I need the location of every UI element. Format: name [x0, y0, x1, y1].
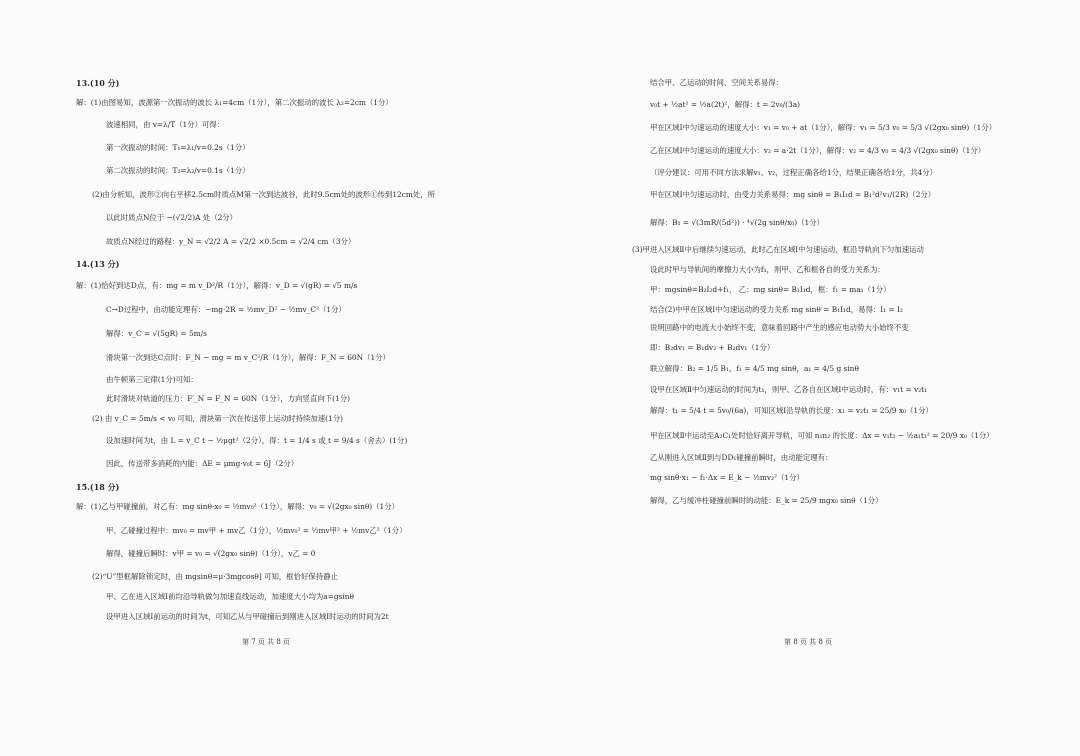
- text-line: 设加速时间为t，由 L = v_C t − ½μgt²（2分），得：t = 1/4 s 或 t = 9/4 s（舍去）(1分): [106, 436, 408, 445]
- text-line: 甲：mgsinθ=B₂I₂d+f₁， 乙：mg sinθ= B₁I₁d，框：f₁ = ma₁（1分）: [650, 285, 891, 294]
- text-line: 由牛顿第三定律(1分)可知：: [106, 375, 198, 384]
- text-line: 设此时甲与导轨间的摩擦力大小为f₁，则甲、乙和框各自的受力关系为：: [650, 265, 885, 274]
- text-line: 解得：t₁ = 5/4 t = 5v₀/(6a)，可知区域Ⅰ沿导轨的长度：x₁ = v₂t₁ = 25/9 x₀（1分）: [650, 406, 933, 415]
- text-line: 联立解得：B₂ = 1/5 B₁，f₁ = 4/5 mg sinθ，a₁ = 4/5 g sinθ: [650, 364, 859, 373]
- text-line: 解：(1)由图易知，波源第一次振动的波长 λ₁=4cm（1分），第二次振动的波长 λ₂=2cm（1分）: [76, 98, 393, 107]
- text-line: 故质点N经过的路程：y_N = √2/2 A = √2/2 ×0.5cm = √2/4 cm（3分）: [106, 237, 356, 246]
- text-line: 滑块第一次到达C点时：F_N − mg = m v_C²/R（1分），解得：F_N = 60N（1分）: [106, 353, 390, 362]
- text-line: mg sinθ·x₁ − f₁·Δx = E_k − ½mv₂²（1分）: [650, 473, 804, 482]
- text-line: 甲在区域Ⅱ中运动至A₂C₁处时恰好离开导轨，可知 n₁n₂ 的长度：Δx = v₁t₁ − ½a₁t₁² = 20/9 x₀（1分）: [650, 431, 994, 440]
- text-line: 此时滑块对轨道的压力：F′_N = F_N = 60N（1分），方向竖直向下(1分): [106, 394, 350, 403]
- text-line: 设甲进入区域Ⅰ前运动的时间为t，可知乙从与甲碰撞后到刚进入区域Ⅰ时运动的时间为2t: [106, 612, 389, 621]
- text-line: (2)“U”型框解除锁定时，由 mgsinθ=μ·3mgcosθ] 可知，框恰好保持静止: [92, 572, 338, 581]
- page-number: 第 7 页 共 8 页: [242, 638, 291, 646]
- text-line: (2)由分析知，波形②向右平移2.5cm时质点M第一次到达波谷，此时9.5cm处的波形①传到12cm处，所: [92, 190, 436, 199]
- text-line: 设甲在区域Ⅱ中匀速运动的时间为t₁，则甲、乙各自在区域Ⅰ中运动时，有：v₁t = v₂t₁: [650, 385, 928, 394]
- text-line: (3)甲进入区域Ⅱ中后继续匀速运动，此时乙在区域Ⅰ中匀速运动，框沿导轨向下匀加速运动: [632, 245, 924, 254]
- text-line: 甲在区域Ⅰ中匀速运动的速度大小：v₁ = v₀ + at（1分），解得：v₁ = 5/3 v₀ = 5/3 √(2gx₀ sinθ)（1分）: [650, 123, 997, 132]
- text-line: v₀t + ½at² = ½a(2t)²，解得：t = 2v₀/(3a): [650, 100, 800, 109]
- problem-15-heading: 15.(18 分): [76, 482, 120, 492]
- text-line: 乙从刚进入区域Ⅱ到与DD₁碰撞前瞬时，由动能定理有：: [650, 453, 833, 462]
- text-line: 因此，传送带多消耗的内能：ΔE = μmg·v₀t = 6J（2分）: [106, 459, 299, 468]
- text-line: 解得：v_C = √(5gR) = 5m/s: [106, 329, 207, 338]
- text-line: 解：(1)乙与甲碰撞前，对乙有：mg sinθ·x₀ = ½mv₀²（1分），解得：v₀ = √(2gx₀ sinθ)（1分）: [76, 502, 400, 511]
- text-line: 以此时质点N位于 −(√2/2)A 处（2分）: [106, 213, 238, 222]
- text-line: 波速相同，由 v=λ/T（1分）可得：: [106, 120, 225, 129]
- text-line: 甲在区域Ⅰ中匀速运动时，由受力关系易得：mg sinθ = B₁I₁d = B₁²d²v₁/(2R)（2分）: [650, 190, 936, 199]
- text-line: 第二次振动的时间：T₂=λ₂/v=0.1s（1分）: [106, 166, 250, 175]
- text-line: 即：B₂dv₁ = B₁dv₂ + B₂dv₁（1分）: [650, 343, 775, 352]
- text-line: （评分建议：可用不同方法求解v₁、v₂，过程正确各给1分，结果正确各给1分，共4分）: [650, 168, 938, 177]
- text-line: 结合(2)中甲在区域Ⅰ中匀速运动的受力关系 mg sinθ = B₁I₁d，易得：I₁ = I₂: [650, 305, 903, 314]
- text-line: 解：(1)恰好到达D点，有：mg = m v_D²/R（1分），解得：v_D = √(gR) = √5 m/s: [76, 281, 358, 290]
- text-line: 第一次振动的时间：T₁=λ₁/v=0.2s（1分）: [106, 143, 250, 152]
- text-line: 解得，碰撞后瞬时：v甲 = v₀ = √(2gx₀ sinθ)（1分），v乙 = 0: [106, 549, 316, 558]
- page-number: 第 8 页 共 8 页: [784, 638, 833, 646]
- problem-13-heading: 13.(10 分): [76, 78, 120, 88]
- text-line: 解得，乙与缓冲柱碰撞前瞬时的动能：E_k = 25/9 mgx₀ sinθ（1分）: [650, 496, 883, 505]
- text-line: 结合甲、乙运动的时间、空间关系易得：: [650, 78, 784, 87]
- text-line: 甲、乙碰撞过程中：mv₀ = mv甲 + mv乙（1分），½mv₀² = ½mv甲² + ½mv乙²（1分）: [106, 526, 407, 535]
- text-line: 说明回路中的电流大小始终不变，意味着回路中产生的感应电动势大小始终不变: [650, 323, 909, 332]
- text-line: 甲、乙在进入区域Ⅰ前均沿导轨做匀加速直线运动，加速度大小均为a=gsinθ: [106, 592, 354, 601]
- right-page: [540, 0, 1080, 756]
- text-line: 乙在区域Ⅰ中匀速运动的速度大小：v₂ = a·2t（1分），解得：v₂ = 4/3 v₀ = 4/3 √(2gx₀ sinθ)（1分）: [650, 146, 986, 155]
- text-line: C→D过程中，由动能定理有：−mg·2R = ½mv_D² − ½mv_C²（1分）: [106, 305, 346, 314]
- text-line: (2) 由 v_C = 5m/s < v₀ 可知，滑块第一次在传送带上运动时持续加速(1分): [92, 414, 344, 423]
- text-line: 解得：B₁ = √(3mR/(5d²)) · ⁴√(2g sinθ/x₀)（1分）: [650, 218, 824, 227]
- problem-14-heading: 14.(13 分): [76, 259, 120, 269]
